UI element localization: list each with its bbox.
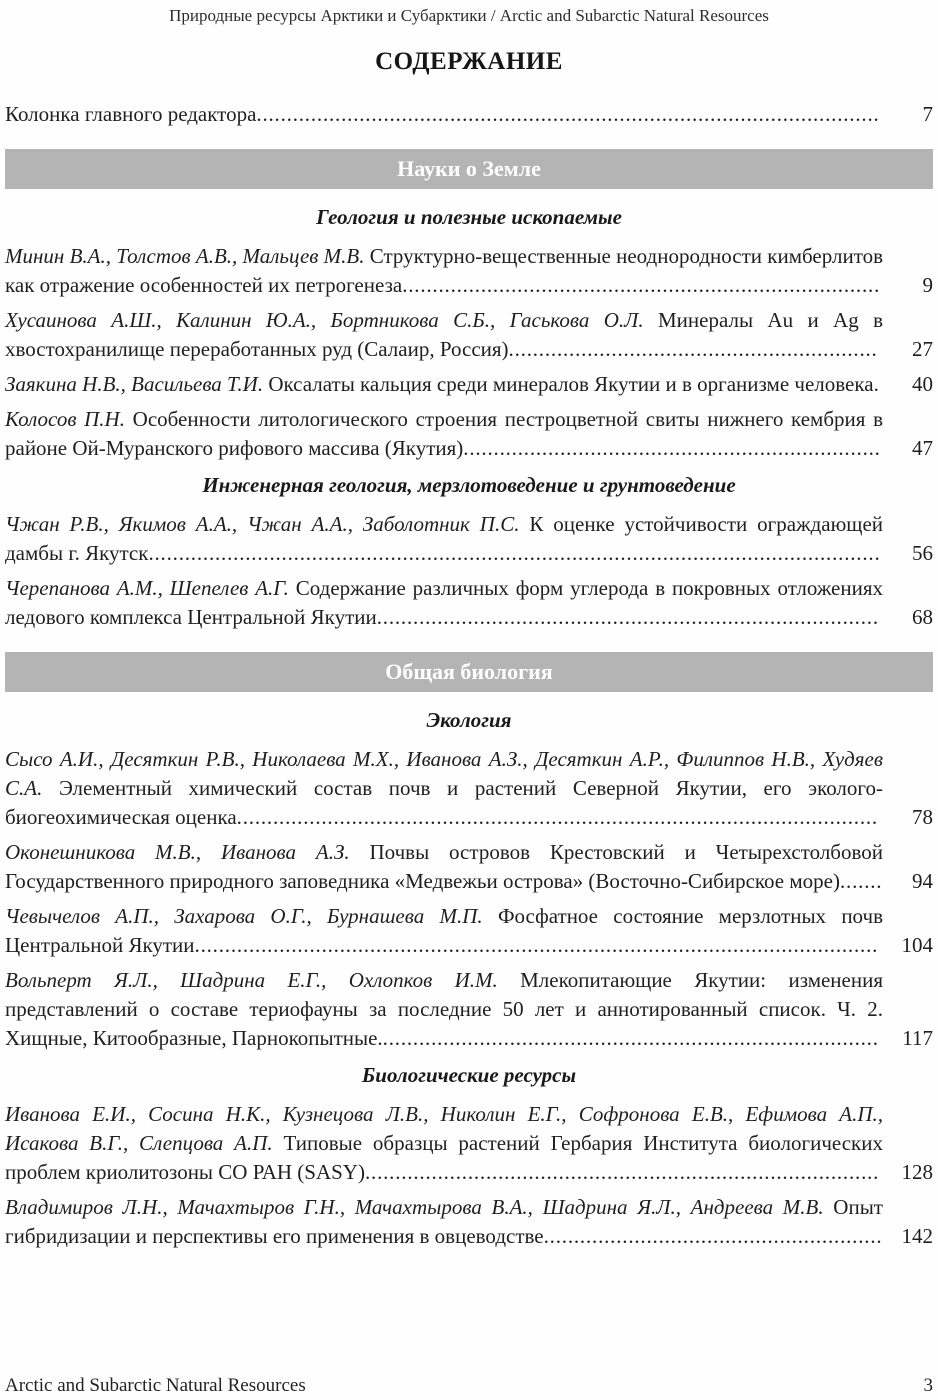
leader-dots: . xyxy=(873,372,880,396)
subsection-heading: Геология и полезные ископаемые xyxy=(316,205,622,229)
subsection-heading: Биологические ресурсы xyxy=(361,1063,577,1087)
front-entries xyxy=(5,100,933,129)
toc-entry xyxy=(5,745,933,832)
entry-page: 117 xyxy=(902,1026,933,1050)
leader-dots: ....... xyxy=(840,869,883,893)
entry-authors: Чжан Р.В., Якимов А.А., Чжан А.А., Заболотник П.С. xyxy=(5,512,520,536)
entry-page: 9 xyxy=(922,273,933,297)
subsection-heading: Экология xyxy=(426,708,512,732)
entry-page: 47 xyxy=(912,436,933,460)
page-footer xyxy=(5,1374,933,1398)
leader-dots: .......................................................................................................... xyxy=(236,805,878,829)
section-band: Науки о Земле xyxy=(5,149,933,189)
entry-authors: Чевычелов А.П., Захарова О.Г., Бурнашева М.П. xyxy=(5,904,483,928)
leader-dots: ..................................................................... xyxy=(463,436,881,460)
toc-sections xyxy=(5,149,933,1251)
entry-page: 68 xyxy=(912,605,933,629)
entry-authors: Минин В.А., Толстов А.В., Мальцев М.В. xyxy=(5,244,365,268)
toc-entry xyxy=(5,405,933,463)
running-header: Природные ресурсы Арктики и Субарктики / Arctic and Subarctic Natural Resources xyxy=(169,6,769,25)
entry-page: 7 xyxy=(922,102,933,126)
page-title: СОДЕРЖАНИЕ xyxy=(375,48,563,75)
leader-dots: ......................................................................................................................... xyxy=(148,541,881,565)
entry-title: Опыт гибридизации и перспективы его применения в овцеводстве xyxy=(5,1195,883,1248)
entry-authors: Заякина Н.В., Васильева Т.И. xyxy=(5,372,264,396)
entry-authors: Черепанова А.М., Шепелев А.Г. xyxy=(5,576,289,600)
leader-dots: ............................................................................... xyxy=(402,273,881,297)
entry-page: 142 xyxy=(901,1224,933,1248)
leader-dots: .................................................................................. xyxy=(382,1026,879,1050)
leader-dots: ....................................................................................................... xyxy=(256,102,880,126)
entry-title: Минералы Au и Ag в хвостохранилище переработанных руд (Салаир, Россия) xyxy=(5,308,883,361)
toc-entry xyxy=(5,370,933,399)
toc-entry xyxy=(5,838,933,896)
toc-entry xyxy=(5,966,933,1053)
leader-dots: ................................................................................... xyxy=(376,605,879,629)
entry-page: 40 xyxy=(912,372,933,396)
toc-entry xyxy=(5,306,933,364)
entry-page: 27 xyxy=(912,337,933,361)
entry-title: Фосфатное состояние мерзлотных почв Центральной Якутии xyxy=(5,904,883,957)
toc-entry xyxy=(5,242,933,300)
entry-title: Млекопитающие Якутии: изменения представлений о составе териофауны за последние 50 лет и аннотированный список. Ч. 2. Хищные, Китообразные, Парнокопытные. xyxy=(5,968,883,1050)
entry-authors: Иванова Е.И., Сосина Н.К., Кузнецова Л.В., Николин Е.Г., Софронова Е.В., Ефимова А.П., Исакова В.Г., Слепцова А.П. xyxy=(5,1102,883,1155)
entry-page: 128 xyxy=(901,1160,933,1184)
entry-page: 104 xyxy=(901,933,933,957)
entry-title: Оксалаты кальция среди минералов Якутии и в организме человека xyxy=(268,372,874,396)
entry-title: Почвы островов Крестовский и Четырехстолбовой Государственного природного заповедника «Медвежьи острова» (Восточно-Сибирское море) xyxy=(5,840,883,893)
entry-authors: Сысо А.И., Десяткин Р.В., Николаева М.Х., Иванова А.З., Десяткин А.Р., Филиппов Н.В., Худяев С.А. xyxy=(5,747,883,800)
entry-page: 94 xyxy=(912,869,933,893)
toc-entry xyxy=(5,574,933,632)
entry-title: К оценке устойчивости ограждающей дамбы г. Якутск xyxy=(5,512,884,565)
entry-page: 56 xyxy=(912,541,933,565)
entry-title: Особенности литологического строения пестроцветной свиты нижнего кембрия в районе Ой-Муранского рифового массива (Якутия) xyxy=(5,407,884,460)
entry-authors: Хусаинова А.Ш., Калинин Ю.А., Бортникова С.Б., Гаськова О.Л. xyxy=(5,308,644,332)
leader-dots: ..................................................................................... xyxy=(364,1160,880,1184)
entry-title: Элементный химический состав почв и растений Северной Якутии, его эколого-биогеохимическая оценка xyxy=(5,776,883,829)
entry-title: Колонка главного редактора xyxy=(5,102,257,126)
entry-authors: Владимиров Л.Н., Мачахтыров Г.Н., Мачахтырова В.А., Шадрина Я.Л., Андреева М.В. xyxy=(5,1195,824,1219)
toc-entry xyxy=(5,100,933,129)
leader-dots: ........................................................ xyxy=(543,1224,883,1248)
toc-entry xyxy=(5,902,933,960)
entry-authors: Вольперт Я.Л., Шадрина Е.Г., Охлопков И.М. xyxy=(5,968,498,992)
leader-dots: ................................................................................................................. xyxy=(194,933,879,957)
entry-authors: Оконешникова М.В., Иванова А.З. xyxy=(5,840,350,864)
entry-title: Структурно-вещественные неоднородности кимберлитов как отражение особенностей их петрогенеза xyxy=(5,244,884,297)
subsection-heading: Инженерная геология, мерзлотоведение и грунтоведение xyxy=(202,473,736,497)
footer-page-number: 3 xyxy=(923,1375,933,1396)
entry-page: 78 xyxy=(912,805,933,829)
entry-authors: Колосов П.Н. xyxy=(5,407,125,431)
section-band: Общая биология xyxy=(5,652,933,692)
toc-entry xyxy=(5,510,933,568)
toc-entry xyxy=(5,1193,933,1251)
leader-dots: ............................................................. xyxy=(508,337,878,361)
entry-title: Содержание различных форм углерода в покровных отложениях ледового комплекса Центральной Якутии xyxy=(5,576,884,629)
footer-journal: Arctic and Subarctic Natural Resources xyxy=(5,1375,306,1396)
entry-title: Типовые образцы растений Гербария Института биологических проблем криолитозоны СО РАН (SASY) xyxy=(5,1131,883,1184)
toc-entry xyxy=(5,1100,933,1187)
